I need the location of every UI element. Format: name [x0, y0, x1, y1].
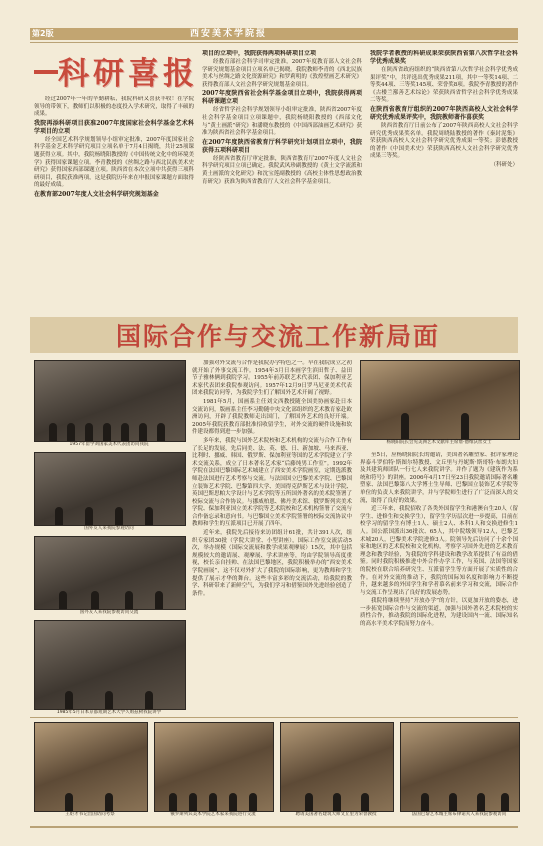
photo-party-secretary — [34, 722, 148, 812]
masthead-accent — [34, 70, 58, 74]
article-paragraph: 在陕西省政府组织的“陕西省第八次哲学社会科学优秀成果评奖”中，共评选出优秀成果211项，其中一等奖14项、二等奖44项、三等奖145项、荣誉奖8项。我院李青教授的著作《古楼兰鄯善艺术综论》荣获陕西省哲学社会科学优秀成果二等奖。 — [370, 67, 518, 104]
photo-1985-lecture — [34, 620, 186, 710]
research-column-2 — [202, 50, 362, 310]
bottom-caption-3: 聘请美国著名建筑大师文丘里为荣誉教授 — [295, 812, 377, 817]
photo-president-caption: 杨晓阳院长会见美洲艺术文献库主席詹·德维沃丝女士 — [386, 440, 492, 445]
research-column-3 — [370, 50, 518, 310]
article-paragraph: 至5日，应杨晓阳院长的邀请，美国著名雕塑家、批评家理论界泰斗罗伯特·斯图尔特教授、文丘里与丹妮斯·斯哥特·布朗夫妇及其建筑师团队一行七人来我院讲学。并作了题为《建筑作为系统和符号》的讲座。2006年4月17日至23日我院邀请国际著名雕塑家、法国巴黎第八大学博士生导师、巴黎国立装饰艺术学院等单位的负责人来我院讲学，并与学院师生进行了广泛而深入的交流，取得了良好的效果。 — [360, 452, 518, 504]
photo-visitors-2-caption: 国外友人来我院参观访问交流 — [79, 610, 139, 615]
article-paragraph: 多年来，我院与国外艺术院校和艺术机构的交流与合作工作有了长足的发展，先后同美、法、英、德、日、新加坡、马来西亚、比利时、挪威、韩国、俄罗斯、保加利亚等国的艺术学院建立了学术交流关系，成立了日本著名艺术家“后藤纯男工作室”。1992年学院在法国巴黎国际艺术城建立了西安美术学院画室，定期选派教师赴法国进行艺术考察与交流。与法国国立巴黎美术学院、巴黎国立装饰艺术学院、巴黎第四大学、美国得克萨斯艺术与设计学院、英国巴斯思帕大学设计与艺术学院等五所国外著名的美术院签署了校际交流与合作协议。与挪威柏恩、佛丹美术馆、俄罗斯列宾美术学院、保加利亚国立美术学院等艺术院校和艺术机构签署了交流与合作备忘录和意向书。与巴黎国立美术学院签署的校际交流协议中教师和学生的互派项目已开展了四年。 — [192, 437, 352, 528]
photo-visitors-1 — [34, 452, 186, 526]
international-title: 国际合作与交流工作新局面 — [115, 322, 440, 351]
international-column-2 — [360, 452, 518, 714]
international-column-1 — [192, 360, 352, 714]
article-paragraph: 加强对外交流与合作是我院办学特色之一。早在我院成立之初就开始了外事交流工作。1954年3月日本画学生滨田哲子、益田节子雅林俩到我院学习。1955年前苏联艺术代表团、保加利亚艺术家代表团来我院参观访问。1957年12月9日罗马尼亚美术代表团来我院访问等，为我院学生们了解国外艺术开阔了视野。 — [192, 360, 352, 397]
article-paragraph: 经全国艺术科学规划领导小组审定批准，2007年度国家社会科学基金艺术科学研究项目立项名单于7月4日揭晓，共计25项课题获得立项。其中，我院杨晓阳教授的《中国传统文化中的环境美学》获得国家课题立项。李青教授的《丝绸之路与西北民族美术史研究》获得国家西部课题立项。陕西省在本次立项中共获得三项科研项目，我院获准两项，这是我院历年来在申报国家课题方面取得的最好成绩。 — [34, 136, 194, 189]
section-heading: 项目的立项中，我院获得两项科研项目立项 — [202, 50, 317, 57]
article-paragraph: 我院将继续坚持“开放办学”的方针，以更加开放的姿态，进一步拓宽国际合作与交流的渠道，加强与国外著名艺术院校的实质性合作，推动我院的国际化进程，为建设国内一流、国际知名的高水平美术学院而努力奋斗。 — [360, 598, 518, 628]
article-paragraph: 经教育部社会科学司审定批准，2007年度教育部人文社会科学研究规划基金项目立项名单已揭晓。我院教师李青的《西北民族美术与丝绸之路文化资源研究》和罗莉明的《敦煌壁画艺术研究》获得教育部人文社会科学研究规划基金项目。 — [202, 59, 362, 88]
paper-name: 西安美术学院报 — [190, 29, 268, 39]
bottom-caption-2: 俄罗斯列宾美术学院艺术家来我院进行交流 — [170, 812, 256, 817]
article-paragraph: 经过2007年一年的辛勤耕耘，我院科研又喜获丰收！在学院领导的带领下，教师们以积极的态度投入学术研究，取得了丰硕的成果。 — [34, 96, 194, 118]
bottom-caption-1: 王炬才书记出国访问考察 — [65, 812, 115, 817]
research-column-1 — [34, 96, 194, 310]
photo-repin-artists — [154, 722, 274, 812]
section-heading: 我院学者教授的科研成果荣获陕西省第八次哲学社会科学优秀成果奖 — [370, 50, 518, 65]
page-number: 第2版 — [32, 29, 54, 38]
photo-1985-caption: 1985年5月日本京都短期艺术大学久姐兹树我院讲学 — [56, 710, 162, 715]
photo-president-meeting — [360, 360, 520, 440]
article-paragraph: 近年来，我院先后接待来访团组计61批，共计391人次，组织专家团30批（学院大讲堂、小型讲座），国际工作室交流活动5次，举办规模（国际交流展和教学成果观摩展）15次，其中包括规模较大的邀请展、观摩展、学术讲座等，均由学院领导高度重视，校长亲自挂帅、在法国巴黎地区，我院积极举办的“西安美术学院画展”，这不仅对外扩大了我院的国际影响，更为教师和学生提供了展示才华的舞台。这些丰富多彩的交流活动，给我院的教学、科研带来了新鲜空气，为我们学习和借鉴国外先进经验创造了条件。 — [192, 530, 352, 597]
header-rule — [30, 42, 518, 43]
photo-visitors-2 — [34, 536, 186, 610]
photo-venturi-honorary — [280, 722, 394, 812]
photo-1957-delegation — [34, 360, 186, 442]
section-heading: 在教育部2007年度人文社会科学研究规划基金 — [34, 190, 159, 198]
article-paragraph: 经陕西省教育厅审定批准，陕西省教育厅2007年度人文社会科学研究项目立项已确定。我院武风珍副教授的《黄土文学流派和黄土画派的文化研究》和沈宝莲副教授的《高校主体性思想政治教育研究》获准为陕西省教育厅人文社会科学基金项目。 — [202, 155, 362, 185]
photo-paris-cite — [400, 722, 520, 812]
section-heading: 在2007年度陕西省教育厅科学研究计划项目立项中，我院获得五项科研项目 — [202, 138, 362, 154]
section-heading: 我院再添科研项目获准2007年度国家社会科学基金艺术科学项目的立项 — [34, 119, 194, 135]
bottom-caption-4: 法国巴黎艺术城主席布律诺夫人来我院参观访问 — [411, 812, 507, 817]
section-heading: 在陕西省教育厅组织的2007年陕西高校人文社会科学研究优秀成果评奖中，我院教师著作喜获奖 — [370, 105, 518, 121]
research-masthead: 科研喜报 — [58, 56, 198, 92]
article-paragraph: 陕西省教育厅日前公布了2007年陕西高校人文社会科学研究优秀成果奖名单。我院周晓陆教授的著作《秦封泥集》荣获陕西高校人文社会科学研究优秀成果一等奖；彭德教授的著作《中国美术史》荣获陕西高校人文社会科学研究优秀成果三等奖。 — [370, 122, 518, 160]
section-heading: 2007年度陕西省社会科学基金项目立项中，我院获得两项科研课题立项 — [202, 90, 362, 106]
article-paragraph: 经省哲学社会科学规划领导小组审定批准，陕西省2007年度社会科学基金项目立项课题中，我院杨晓阳教授的《西部文化与“黄土画派”研究》和潘晓东教授的《中国西部油画艺术研究》获准为陕西省社会科学基金项目。 — [202, 107, 362, 137]
photo-visitors-1-caption: 国外友人来我院参观访问 — [84, 526, 134, 531]
byline: （科研处） — [490, 161, 518, 168]
photo-1957-caption: 1957年留学刘国家美术代表团访问我院 — [69, 442, 149, 447]
page-header — [30, 28, 518, 40]
bottom-rule — [30, 826, 518, 828]
photo-strip-rule — [30, 717, 518, 718]
article-paragraph: 近三年来，我院招收了各类外国留学生和港澳台生20人（留学生、进修生和交换学生），留学生学历层次进一步提高，目前在校学习的留学生有博士1人、硕士2人、本科1人和交换进修生1人。国公派国派出36批次、65人，其中院级领导12人，巴黎艺术城20人，巴黎美术学院进修3人。院领导先后访问了十余个国家和地区的艺术院校和文化机构，考察学习国外先进的艺术教育理念和教学经验，为我院的学科建设和教学改革提供了有益的借鉴。同时我院积极推进中外合作办学工作，与英国、法国等国家的院校在联合培养研究生、互派留学生等方面开展了实质性的合作。在对外交流的推动下，我院的国际知名度和影响力不断提升，越来越多的外国学生和学者慕名前来学习和交流，国际合作与交流工作呈现出了良好的发展态势。 — [360, 506, 518, 596]
article-paragraph: 1981年5月，国画系主任刘文西教授随全国美协画家赴日本交流访问，版画系主任李习勤随中央文化部组织的艺术教育家赴欧洲访问，开辟了我院教师走出国门，了解国外艺术的良好开端。2005年我院获教育部批准招收留学生，对外交流的硬件设施和软件建设都得到进一步加强。 — [192, 398, 352, 436]
